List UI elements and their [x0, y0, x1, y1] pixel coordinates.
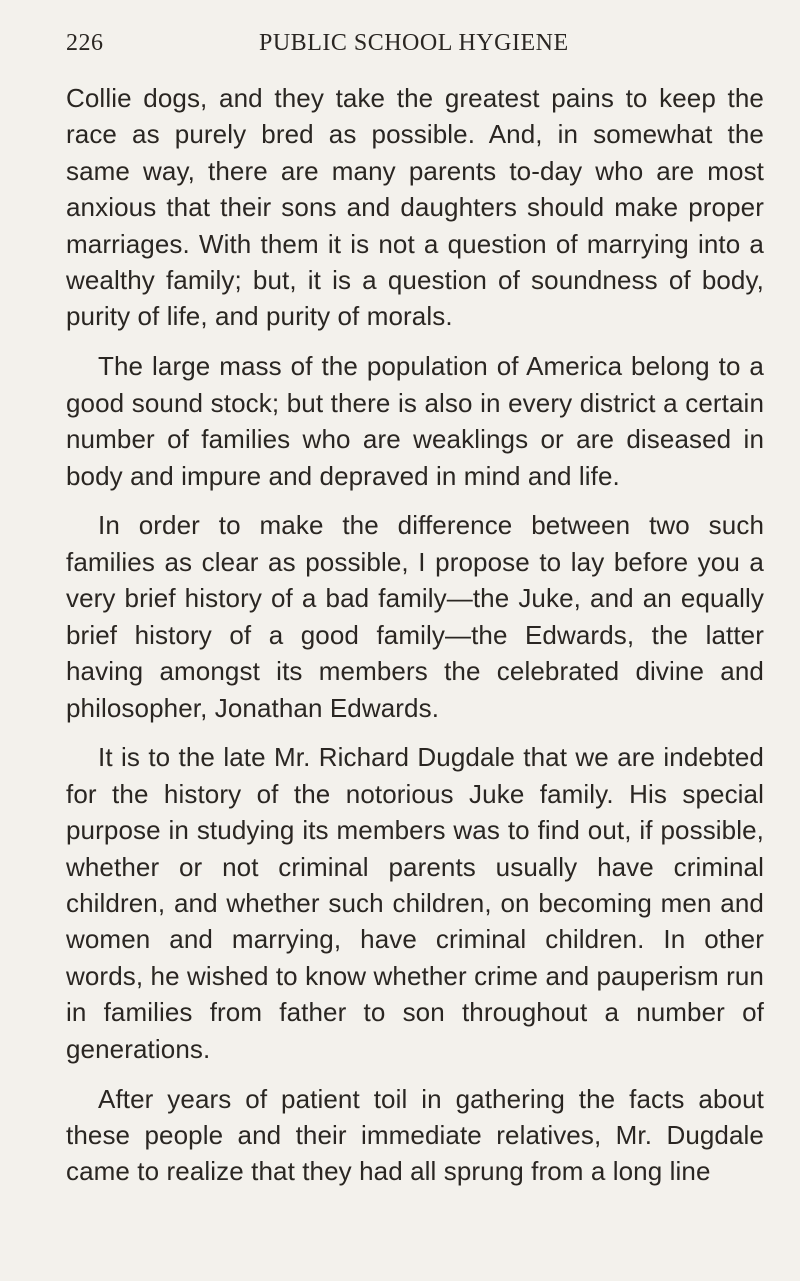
paragraph: The large mass of the population of America belong to a good sound stock; but there is also in every district a certain number of families who are weaklings or are diseased in body and impure and depraved in mind and life. — [66, 351, 764, 491]
paragraph-continuation: Collie dogs, and they take the greatest pains to keep the race as purely bred as possible. And, in somewhat the same way, there are many parents to-day who are most anxious that their sons and daughters should make proper marriages. With them it is not a question of marrying into a wealthy family; but, it is a question of soundness of body, purity of life, and purity of morals. — [66, 83, 764, 332]
page-number: 226 — [66, 30, 104, 56]
body-text — [66, 80, 764, 1190]
paragraph: After years of patient toil in gathering the facts about these people and their immediate relatives, Mr. Dugdale came to realize that they had all sprung from a long line — [66, 1083, 764, 1187]
paragraph: In order to make the difference between two such families as clear as possible, I propose to lay before you a very brief history of a bad family—the Juke, and an equally brief history of a good family—the Edwards, the latter having amongst its members the celebrated divine and philosopher, Jonathan Edwards. — [66, 510, 764, 723]
running-title: PUBLIC SCHOOL HYGIENE — [259, 30, 569, 56]
running-head — [66, 26, 764, 62]
paragraph: It is to the late Mr. Richard Dugdale that we are indebted for the history of the notorious Juke family. His special purpose in studying its members was to find out, if possible, whether or not criminal parents usually have criminal children, and whether such children, on becoming men and women and marrying, have criminal children. In other words, he wished to know whether crime and pauperism run in families from father to son throughout a number of generations. — [66, 742, 764, 1064]
